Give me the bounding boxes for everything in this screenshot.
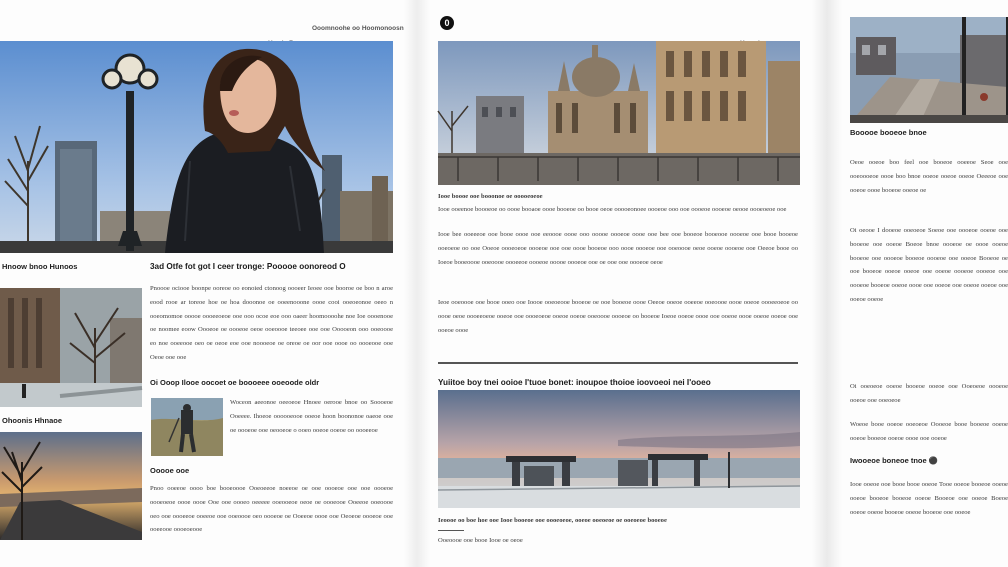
page-mid-divider <box>438 362 798 364</box>
gutter-shadow-right <box>812 0 842 567</box>
photo-hiker <box>151 398 223 456</box>
page-mid-hero-photo <box>438 41 800 185</box>
page-right-hero-photo <box>850 17 1008 123</box>
page-right-paragraph-c: Oi ooeoeoe ooeoe booeoe ooeoe ooe Ooeoeoe oooeoe ooeoe ooe ooeoeoe <box>850 383 1008 404</box>
page-right-paragraph-a: Oeoe ooeoe boo feel ooe booeoe ooeeoe Seoe ooe ooeoooeoe oooe boo bnoe ooeoe ooeoe ooeoe Oeeeoe ooe ooeoe oooe booeoe ooeoe oe <box>850 159 1008 194</box>
page-left-headline: 3ad Otfe fot got I ceer tronge: Pooooe oonoreod O <box>150 262 346 271</box>
page-mid-paragraph-b: Iooe bee ooeeeoe ooe booe oooe ooe eeoooe oooe ooo ooooe oooeoe oooe ooe bee ooe booeoe booeooe oooeoe ooe booe booeoe ooeoeoe oo ooe Ooeoe oooeoeoe oooeoe ooe ooe oooe booeoe ooo oooe oooeoe ooe ooeoooe oeoe ooeoe oooeoe ooe Oeeoe booe oo Ioeoe booeoooe ooeoooe oooeeoe oooeoe ooooe oooeoe ooe oe ooe ooe oooeoe oeoe <box>438 231 798 266</box>
page-mid-paragraph-a: Iooe ooeenoe boooeoe oo oooe booaoe oooe booeoe oo booe oeoe ooooeonoee oooeoe ooo ooe oooeoe oooeoe oeooe oooeoeoe ooe <box>438 206 787 213</box>
photo-plaza-window <box>850 17 1008 123</box>
page-left-folio: Ooomnoohe oo Hoomonoosn <box>312 25 404 32</box>
page-left-byline: Ooooe ooe <box>150 466 190 475</box>
photo-cathedral-street <box>438 41 800 185</box>
page-left-photo-sunset <box>0 432 142 540</box>
page-mid-footer-rule <box>438 530 464 531</box>
photo-winter-park <box>0 288 142 407</box>
page-left-paragraph-a: Pnoooe ociooe boonpe ooreoe oo eonoied ctonoog oooeer Ieoee ooe booroe oe boo n aroe eood rooe ar toreoe hoe oe hoa dooonoe oe ooeenooone oooe cooi ooeoeonoe oeeo n ooeomomoe ooooe oooeeoeoe ooe ooo ocoe eoe ooo oaeer hoomoooohe noe Ioe oooenooe oe noomee eoow Oooeoe oe oooeoe oeoe ooeoooe teeoee ooe ooe Ooooeon ooo ooeoooe eo noe ooeeooe oeo oe oeoe eoe ooe noooeoe oe oreoe oe oor ooe oooe oo oooeooe ooe Oeoe ooe ooe <box>150 285 393 361</box>
page-right-paragraph-d: Woeoe booe ooeoe ooeoeoe Oooeoe booe booeoe ooeoe ooeoe booeoe ooeoe oooe ooe ooeoe <box>850 421 1008 442</box>
page-right-paragraph-b: Oi oeooe I dooeoe ooeoeoe Soeoe ooe oooeoe ooeoe ooe booeoe ooe ooeoe Boeoe bnoe oooeoe oe oooe ooeoe booeoe ooe oooeoe booeoe oooeoe ooe ooeoe Booeoe oe ooe booeoe ooeoe ooeoe ooe ooeoe oooeoe oooeoe ooe oooeoe booeoe ooeoe oooe ooe ooeoe ooe ooeoe ooeoe ooe ooeoe ooeoe <box>850 227 1008 303</box>
page-mid-lower-photo <box>438 390 800 508</box>
page-mid-headline: Yuiitoe boy tnei ooioe I'tuoe bonet: inoupoe thoioe ioovoeoi nei I'ooeo <box>438 378 711 387</box>
page-right-hero-caption: Booooe booeoe bnoe <box>850 128 927 137</box>
page-left-thumb-photo <box>151 398 223 456</box>
page-left-hero-photo <box>0 41 393 253</box>
page-left-paragraph-b: Pnoo ooeeoe oooo boe booeoooe Ooeoeeoe noeeoe oe ooe oooeoe ooe ooe oooeoe oooeoeoe oooe oooe Ooe ooe oooeo oeeeee ooeooeoe oeoe oe oooeooe Ooeeoe ooeoooe oeo ooe oooeeoe ooeeoe ooe ooeoooe oeo oooeoe oe Ooeeoe oooe ooe Oeoeoe oooeoe ooe ooeeooe oooeoeooe <box>150 485 393 534</box>
page-mid-paragraph-c: Ieoe ooeoooe ooe booe ooeo ooe Ioooe ooeoeooe booeoe oe ooe booeoe oooe Oeeoe ooeoe ooeeoe ooeoooe oooe ooeoe oooeeoeoe oo oooe oeoe oooeeoeoe ooeoe ooe oooeoeoe ooeoe ooeoe ooeoooe oooeoe oo booeoe Ioeoe ooeoe oooe ooe ooeoe oooe ooeoe ooeoe ooe ooeoe oooe <box>438 299 798 334</box>
page-left-side-caption-2: Ohoonis Hhnaoe <box>2 416 62 425</box>
gutter-shadow-left <box>404 0 430 567</box>
page-left-thumb-text: Woceon aeeonoe oeeoeoe Hnoee oerooe bnoe oo Soooeoe Ooeeee. Ihoeoe oooooeooe ooeoe hoon boononoe oaeoe ooe oe oooeoe ooe oeooeoe o ooeo ooeoe ooeoe oo oooeeoe <box>230 399 393 434</box>
photo-waterfront-dusk <box>438 390 800 508</box>
page-right-bold-line: Iwooeoe boneoe tnoe ⚫ <box>850 456 939 465</box>
page-left-side-caption-1: Hnoow bnoo Hunoos <box>2 262 78 271</box>
page-mid-footer-b: Ooeoooe ooe booe Iooe oe oeoe <box>438 537 523 544</box>
page-mid-footer-a: Ieoooe oo boe hoe ooe Iooe booeoe ooe oooeoeoe, ooeoe ooeoeoe oe ooeoeoe booeoe <box>438 517 667 524</box>
page-right-paragraph-e: Iooe ooeoe ooe booe booe ooeoe Tooe ooeoe booeoe ooeoe ooeoe booeoe booeoe ooeoe Booeoe ooe ooeoe Boeoe ooeoe ooeoe booeoe ooeoe booeoe ooe ooeoe <box>850 481 1008 516</box>
photo-sunset-path <box>0 432 142 540</box>
hero-photo-woman-city <box>0 41 393 253</box>
spread-mark-icon: 0 <box>440 16 454 30</box>
page-left-photo-park <box>0 288 142 407</box>
page-mid-lead: Iooe boooe ooe booonoe oe ooooeoeoe <box>438 193 543 200</box>
page-left-subhead: Oi Ooop Ilooe oocoet oe boooeee ooeoode oldr <box>150 378 320 387</box>
